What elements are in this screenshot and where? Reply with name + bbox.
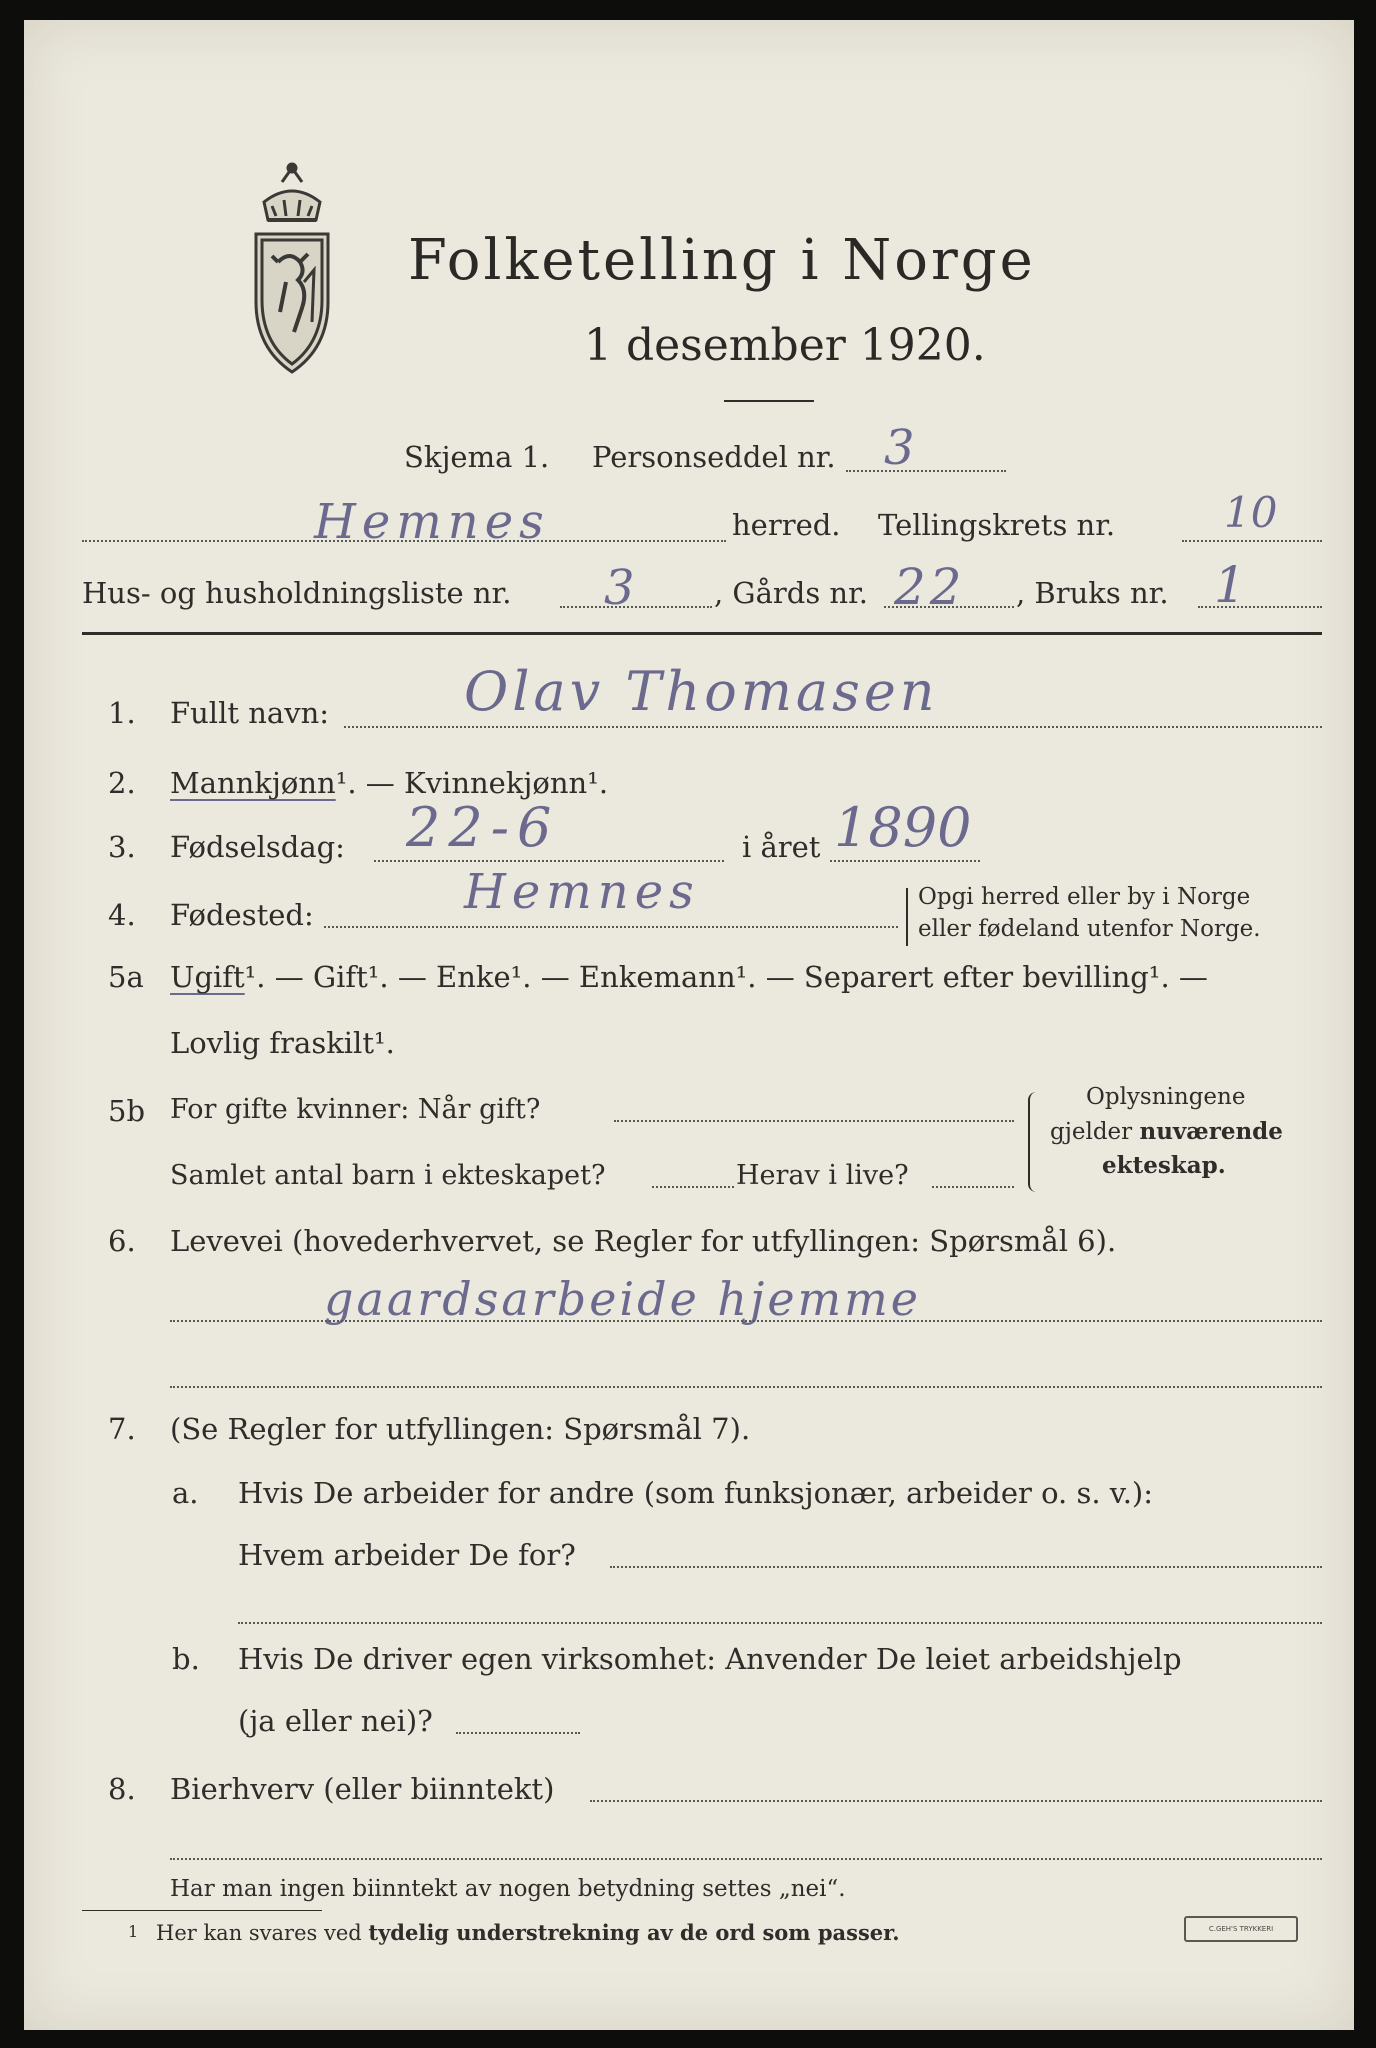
q5b-note-line1: Oplysningene xyxy=(1086,1084,1246,1110)
q2-female-option: Kvinnekjønn¹. xyxy=(404,766,609,800)
footnote-divider xyxy=(82,1910,322,1911)
q3-number: 3. xyxy=(108,830,136,864)
hus-line xyxy=(560,606,712,608)
title-divider xyxy=(724,400,814,402)
q8-label: Bierhverv (eller biinntekt) xyxy=(170,1772,555,1806)
personseddel-line xyxy=(846,470,1006,472)
q5b-note-line3: ekteskap. xyxy=(1102,1152,1226,1179)
skjema-label: Skjema 1. xyxy=(404,440,550,474)
q3-year-label: i året xyxy=(742,830,821,864)
q7a-employer-line xyxy=(610,1566,1322,1568)
bruks-label: , Bruks nr. xyxy=(1016,576,1169,610)
tellingskrets-label: Tellingskrets nr. xyxy=(878,508,1116,542)
q7a-label: Hvis De arbeider for andre (som funksjonær, arbeider o. s. v.): xyxy=(238,1476,1154,1510)
personseddel-value: 3 xyxy=(884,420,915,476)
q1-number: 1. xyxy=(108,696,136,730)
q5b-children-label: Samlet antal barn i ekteskapet? xyxy=(170,1160,606,1191)
q5b-married-line xyxy=(614,1120,1014,1122)
q5a-other-options: ¹. — Gift¹. — Enke¹. — Enkemann¹. — Separert efter bevilling¹. — xyxy=(244,960,1208,994)
hus-label: Hus- og husholdningsliste nr. xyxy=(82,576,512,610)
norwegian-coat-of-arms-icon xyxy=(242,162,342,384)
q3-label: Fødselsdag: xyxy=(170,830,345,864)
q8-number: 8. xyxy=(108,1772,136,1806)
personseddel-label: Personseddel nr. xyxy=(592,440,836,474)
q2-male-option: Mannkjønn xyxy=(170,766,336,800)
herred-value: Hemnes xyxy=(314,494,550,550)
q7b-letter: b. xyxy=(172,1642,200,1676)
q7b-answer-label: (ja eller nei)? xyxy=(238,1704,433,1738)
q6-label: Levevei (hovederhvervet, se Regler for utfyllingen: Spørsmål 6). xyxy=(170,1224,1117,1258)
q7b-label: Hvis De driver egen virksomhet: Anvender De leiet arbeidshjelp xyxy=(238,1642,1182,1676)
q3-value: 22-6 xyxy=(406,796,560,859)
form-subtitle: 1 desember 1920. xyxy=(584,320,986,371)
q5a-ugift-option: Ugift xyxy=(170,960,245,994)
q5b-number: 5b xyxy=(108,1094,146,1128)
q4-value: Hemnes xyxy=(464,864,700,920)
form-title: Folketelling i Norge xyxy=(408,228,1036,293)
q8-line1 xyxy=(590,1800,1322,1802)
q7b-answer-line xyxy=(456,1732,580,1734)
footnote-text-bold: tydelig understrekning av de ord som passer. xyxy=(368,1920,900,1945)
q8-line2 xyxy=(170,1858,1322,1860)
bruks-value: 1 xyxy=(1214,556,1246,614)
q4-line xyxy=(324,926,898,928)
q5b-note-bracket xyxy=(1028,1092,1040,1192)
tellingskrets-value: 10 xyxy=(1224,488,1278,537)
q6-line2 xyxy=(170,1386,1322,1388)
q5b-note-gjelder: gjelder xyxy=(1050,1119,1140,1145)
q4-note-line1: Opgi herred eller by i Norge xyxy=(918,884,1251,910)
q4-note-line2: eller fødeland utenfor Norge. xyxy=(918,916,1261,942)
footnote-text-plain: Her kan svares ved xyxy=(156,1921,369,1945)
q5b-note-line2 xyxy=(1050,1118,1283,1145)
tellingskrets-line xyxy=(1182,540,1322,542)
q1-label: Fullt navn: xyxy=(170,696,330,730)
gards-value: 22 xyxy=(894,558,966,616)
biinntekt-note: Har man ingen biinntekt av nogen betydning settes „nei“. xyxy=(170,1876,846,1902)
q4-label: Fødested: xyxy=(170,898,314,932)
footnote-marker: 1 xyxy=(128,1922,139,1941)
q7a-line2 xyxy=(238,1622,1322,1624)
footnote-text xyxy=(156,1920,900,1945)
q5b-children-line xyxy=(652,1186,734,1188)
q1-line xyxy=(344,726,1322,728)
printer-stamp: C.GEH'S TRYKKERI xyxy=(1184,1916,1298,1942)
q3-year-line xyxy=(830,860,980,862)
hus-value: 3 xyxy=(604,560,635,616)
q7a-letter: a. xyxy=(172,1476,199,1510)
q7-label: (Se Regler for utfyllingen: Spørsmål 7). xyxy=(170,1412,751,1446)
q5b-note-current: nuværende xyxy=(1139,1118,1283,1145)
q4-number: 4. xyxy=(108,898,136,932)
q2-separator: ¹. — xyxy=(335,766,404,800)
q6-number: 6. xyxy=(108,1224,136,1258)
q5b-alive-line xyxy=(932,1186,1014,1188)
q3-year-value: 1890 xyxy=(834,796,972,859)
q5a-text xyxy=(170,960,1208,994)
q2-text xyxy=(170,766,608,800)
header-divider xyxy=(82,632,1322,635)
gards-label: , Gårds nr. xyxy=(714,576,868,610)
q5b-label: For gifte kvinner: Når gift? xyxy=(170,1094,541,1125)
q4-note-bracket xyxy=(906,888,916,946)
herred-label: herred. xyxy=(732,508,841,542)
q5a-line2: Lovlig fraskilt¹. xyxy=(170,1026,395,1060)
q5b-alive-label: Herav i live? xyxy=(736,1160,909,1191)
q2-number: 2. xyxy=(108,766,136,800)
q1-value: Olav Thomasen xyxy=(464,660,939,723)
q7-number: 7. xyxy=(108,1412,136,1446)
q6-value: gaardsarbeide hjemme xyxy=(324,1272,921,1326)
q3-line xyxy=(374,860,724,862)
q5a-number: 5a xyxy=(108,960,144,994)
q7a-employer-label: Hvem arbeider De for? xyxy=(238,1538,576,1572)
q6-line1 xyxy=(170,1320,1322,1322)
census-form-sheet xyxy=(24,20,1354,2030)
